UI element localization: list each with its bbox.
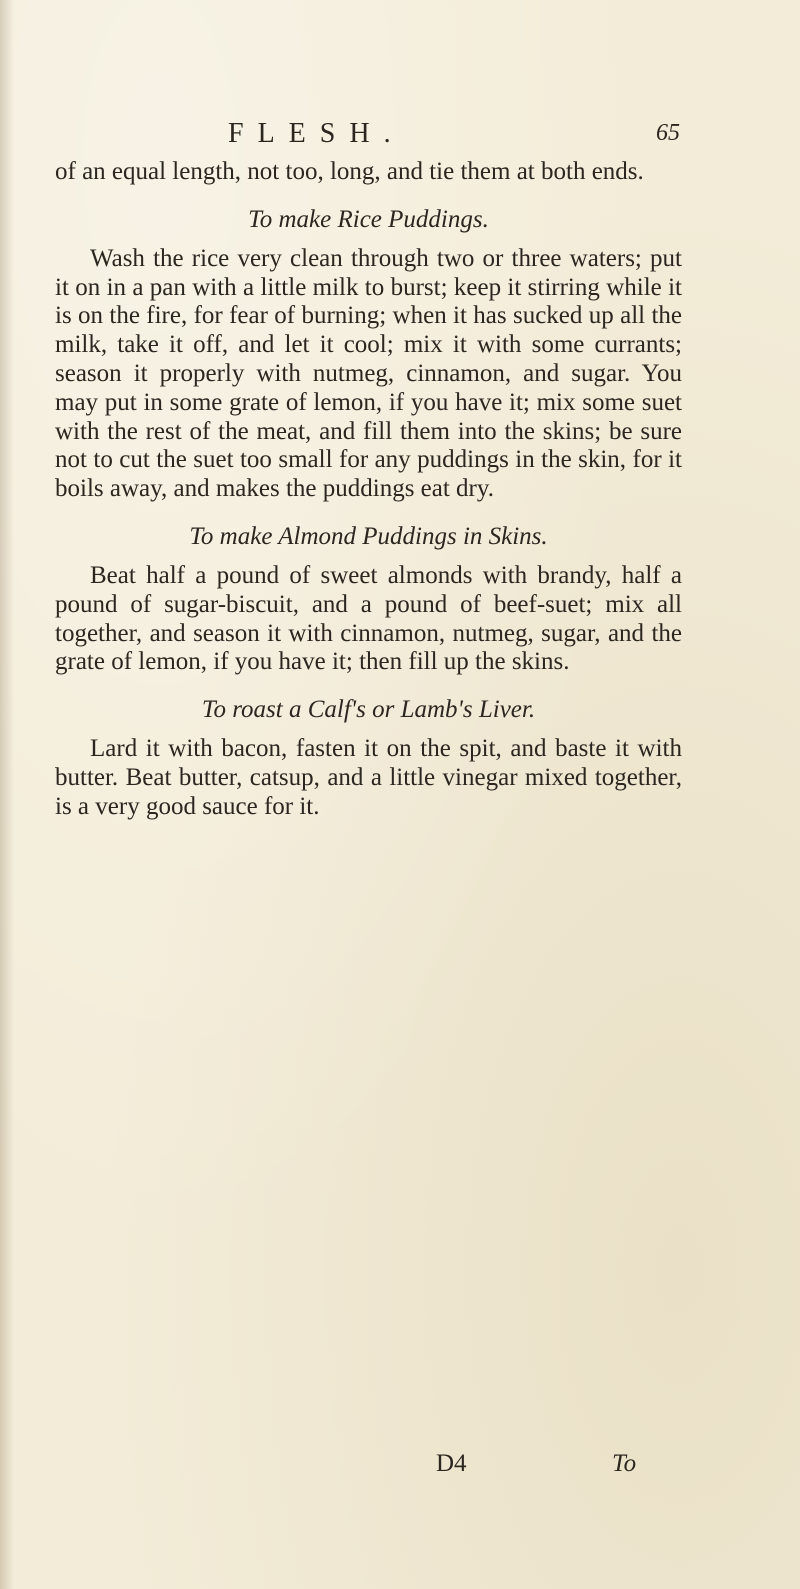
page-footer — [0, 1450, 800, 1484]
opening-paragraph: of an equal length, not too, long, and tie them at both ends. — [55, 158, 644, 185]
signature-mark: D4 — [436, 1450, 467, 1477]
catchword: To — [612, 1450, 637, 1477]
recipe-heading-rice-puddings: To make Rice Puddings. — [248, 205, 489, 233]
recipe-paragraph-roast-liver: Lard it with bacon, fasten it on the spit, and baste it with butter. Beat butter, catsup, and a little vinegar mixed together, is a very good sauce for it. — [55, 735, 682, 820]
recipe-paragraph-almond-puddings: Beat half a pound of sweet almonds with brandy, half a pound of sugar-biscuit, and a pound of beef-suet; mix all together, and season it with cinnamon, nutmeg, sugar, and the grate of lemon, if you have it; then fill up the skins. — [55, 561, 682, 676]
running-head: FLESH. — [228, 118, 405, 149]
text-block — [55, 158, 682, 822]
page-number: 65 — [656, 120, 680, 146]
page-gutter-shadow — [0, 0, 14, 1589]
recipe-paragraph-rice-puddings: Wash the rice very clean through two or three waters; put it on in a pan with a little milk to burst; keep it stirring while it is on the fire, for fear of burning; when it has sucked up all the milk, take it off, and let it cool; mix it with some currants; season it properly with nutmeg, cinnamon, and sugar. You may put in some grate of lemon, if you have it; mix some suet with the rest of the meat, and fill them into the skins; be sure not to cut the suet too small for any puddings in the skin, for it boils away, and makes the puddings eat dry. — [55, 244, 682, 503]
recipe-heading-roast-liver: To roast a Calf's or Lamb's Liver. — [201, 696, 536, 724]
recipe-heading-almond-puddings: To make Almond Puddings in Skins. — [189, 522, 548, 550]
